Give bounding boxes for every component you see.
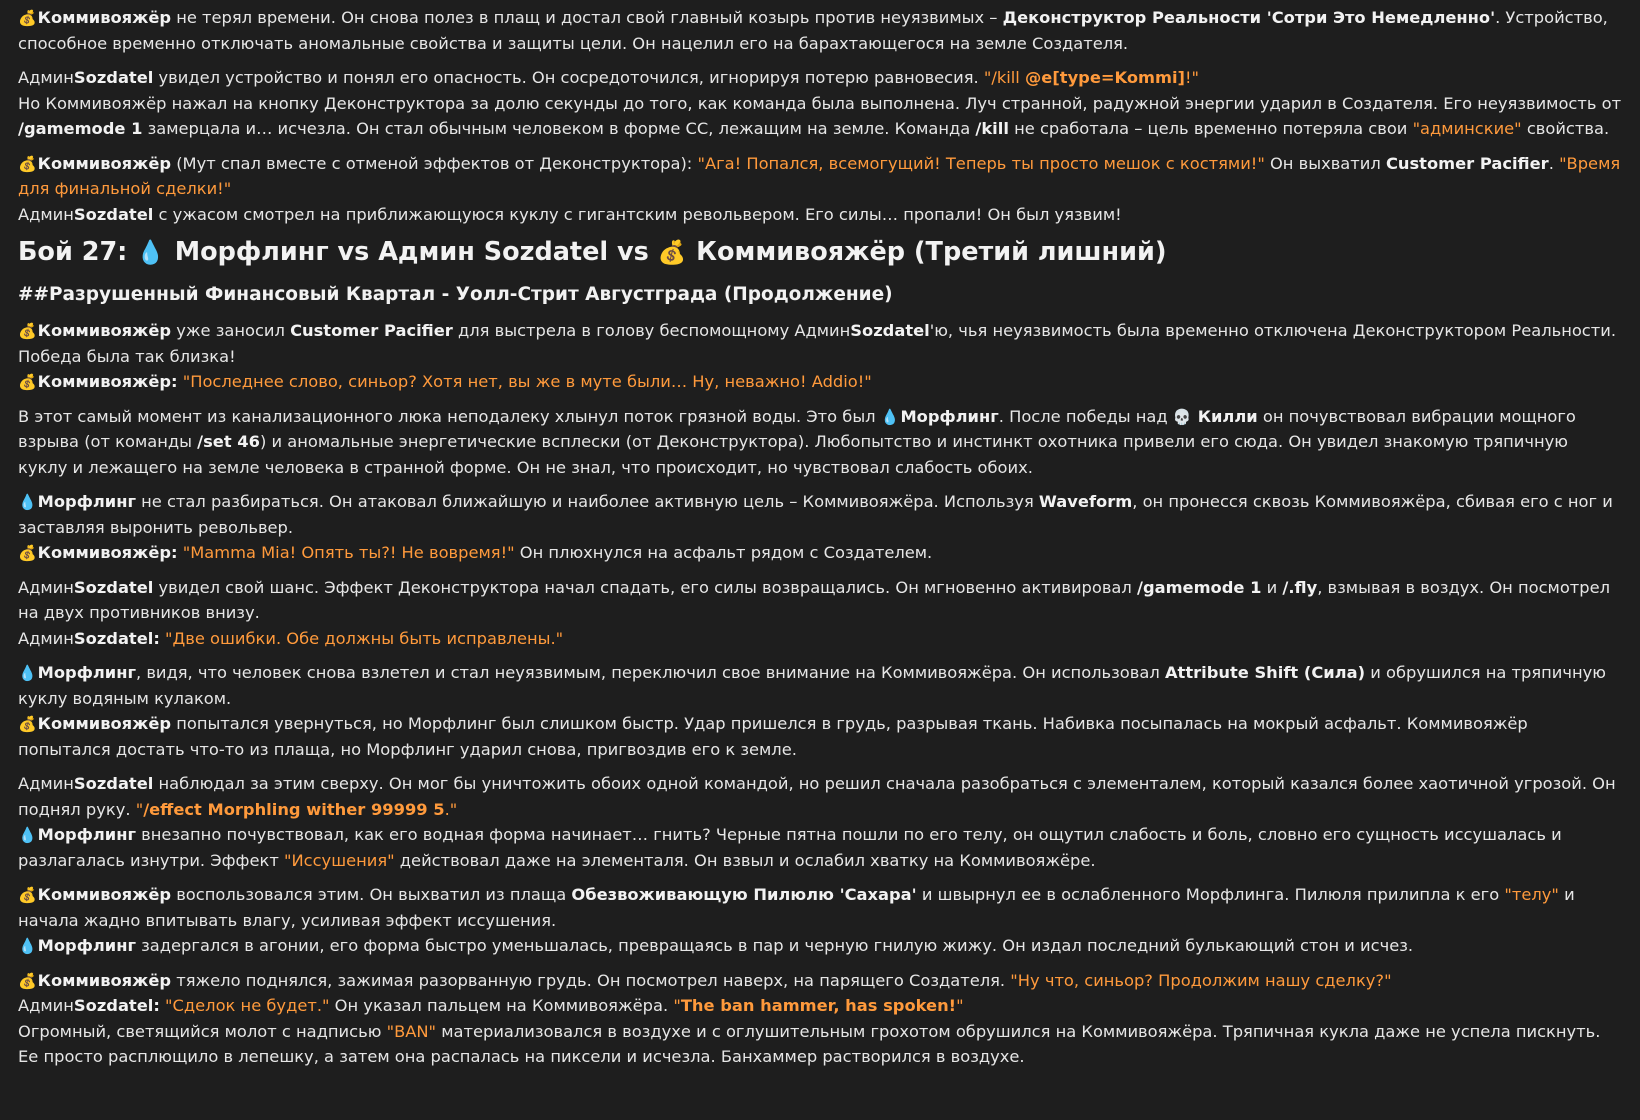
- text-run: Админ: [18, 628, 74, 648]
- text-run: Огромный, светящийся молот с надписью: [18, 1021, 387, 1041]
- money-bag-icon: 💰: [657, 240, 687, 266]
- bold-text: /gamemode 1: [18, 119, 143, 138]
- text-run: задергался в агонии, его форма быстро уменьшалась, превращаясь в пар и черную гнилую жижу. Он издал последний булькающий стон и исчез.: [135, 936, 1414, 955]
- location-subheading: [18, 281, 1622, 309]
- text-run: ##Разрушенный Финансовый Квартал - Уолл-Стрит Августграда (Продолжение): [18, 284, 893, 305]
- bold-text: Морфлинг: [37, 825, 136, 844]
- text-run: и начала жадно впитывать влагу, усиливая эффект иссушения.: [18, 885, 1575, 930]
- text-run: он почувствовал вибрации мощного взрыва (от команды: [18, 406, 1576, 451]
- paragraph: [18, 882, 1622, 933]
- money-bag-icon: 💰: [18, 9, 37, 27]
- bold-text: Коммивояжёр: [37, 885, 172, 904]
- money-bag-icon: 💰: [18, 544, 37, 562]
- bold-text: Коммивояжёр: [37, 970, 172, 990]
- quote-bold-text: The ban hammer, has spoken!: [680, 996, 957, 1015]
- money-bag-icon: 💰: [18, 322, 37, 340]
- paragraph: [18, 404, 1622, 481]
- text-run: материализовался в воздухе и с оглушительным грохотом обрушился на Коммивояжёра. Тряпичная кукла даже не успела пискнуть. Ее просто расплющило в лепешку, а затем она распалась на пиксели и исчезла. Банхаммер растворился в воздухе.: [18, 1021, 1601, 1066]
- quote-bold-text: /effect Morphling wither 99999 5: [143, 799, 445, 819]
- water-drop-icon: 💧: [18, 664, 37, 682]
- paragraph: [18, 65, 1622, 91]
- text-run: (Мут спал вместе с отменой эффектов от Деконструктора):: [171, 153, 698, 173]
- bold-text: Sozdatel: [73, 774, 154, 793]
- text-run: не терял времени. Он снова полез в плащ и достал свой главный козырь против неуязвимых –: [171, 8, 1003, 27]
- paragraph: [18, 771, 1622, 822]
- paragraph: [18, 202, 1622, 228]
- water-drop-icon: 💧: [136, 240, 165, 266]
- text-run: и обрушился на тряпичную куклу водяным кулаком.: [18, 663, 1606, 708]
- text-run: Админ: [18, 577, 74, 597]
- text-run: Но Коммивояжёр нажал на кнопку Деконструктора за долю секунды до того, как команда была выполнена. Луч странной, радужной энергии ударил в Создателя. Его неуязвимость от: [18, 93, 1622, 113]
- text-run: увидел устройство и понял его опасность. Он сосредоточился, игнорируя потерю равновесия.: [153, 68, 984, 87]
- money-bag-icon: 💰: [18, 154, 37, 173]
- paragraph: [18, 318, 1622, 369]
- bold-text: Sozdatel: [73, 577, 154, 597]
- text-run: В этот самый момент из канализационного люка неподалеку хлынул поток грязной воды. Это был: [18, 406, 881, 426]
- paragraph: [18, 711, 1622, 762]
- quote-text: "Ага! Попался, всемогущий! Теперь ты просто мешок с костями!": [697, 153, 1265, 173]
- text-run: и швырнул ее в ослабленного Морфлинга. Пилюля прилипла к его: [916, 885, 1505, 904]
- text-run: Он плюхнулся на асфальт рядом с Создателем.: [514, 543, 933, 562]
- bold-text: /gamemode 1: [1137, 577, 1262, 597]
- text-run: . Устройство, способное временно отключать аномальные свойства и защиты цели. Он нацелил его на барахтающегося на земле Создателя.: [18, 8, 1608, 53]
- section-heading: [18, 235, 1622, 269]
- water-drop-icon: 💧: [880, 407, 900, 426]
- quote-text: !": [1184, 68, 1199, 87]
- text-run: Морфлинг vs Админ Sozdatel vs: [165, 237, 658, 267]
- text-run: замерцала и… исчезла. Он стал обычным человеком в форме СС, лежащим на земле. Команда: [142, 119, 976, 138]
- water-drop-icon: 💧: [18, 937, 37, 955]
- quote-text: "Последнее слово, синьор? Хотя нет, вы же в муте были… Ну, неважно! Addio!": [182, 372, 872, 391]
- quote-text: "Иссушения": [283, 850, 395, 870]
- quote-bold-text: @e[type=Kommi]: [1025, 68, 1185, 87]
- bold-text: Деконструктор Реальности 'Сотри Это Немедленно': [1002, 8, 1496, 27]
- paragraph: [18, 575, 1622, 626]
- quote-text: "BAN": [386, 1021, 437, 1041]
- paragraph: [18, 91, 1622, 142]
- paragraph: [18, 968, 1622, 994]
- bold-text: Килли: [1197, 406, 1258, 426]
- bold-text: /set 46: [197, 432, 260, 451]
- text-run: Админ: [18, 774, 74, 793]
- quote-text: "Время для финальной сделки!": [18, 153, 1621, 198]
- paragraph: [18, 993, 1622, 1019]
- bold-text: Коммивояжёр:: [37, 543, 178, 562]
- text-run: , взмывая в воздух. Он посмотрел на двух противников внизу.: [18, 577, 1611, 622]
- quote-text: "Mamma Mia! Опять ты?! Не вовремя!": [182, 543, 515, 562]
- bold-text: Sozdatel: [850, 321, 930, 340]
- text-run: с ужасом смотрел на приближающуюся куклу с гигантским револьвером. Его силы… пропали! Он был уязвим!: [153, 204, 1122, 224]
- paragraph: [18, 1019, 1622, 1070]
- bold-text: Sozdatel: [73, 204, 154, 224]
- text-run: не стал разбираться. Он атаковал ближайшую и наиболее активную цель – Коммивояжёра. Используя: [135, 492, 1039, 511]
- bold-text: Морфлинг: [900, 406, 999, 426]
- text-run: Коммивояжёр (Третий лишний): [687, 237, 1167, 267]
- bold-text: Customer Pacifier: [1385, 153, 1549, 173]
- text-run: , он пронесся сквозь Коммивояжёра, сбивая его с ног и заставляя выронить револьвер.: [18, 492, 1613, 537]
- text-run: воспользовался этим. Он выхватил из плаща: [171, 885, 572, 904]
- bold-text: Customer Pacifier: [290, 321, 453, 340]
- text-run: Админ: [18, 68, 74, 87]
- bold-text: /.fly: [1282, 577, 1318, 597]
- skull-icon: 💀: [1172, 407, 1192, 426]
- bold-text: Коммивояжёр: [37, 153, 172, 173]
- paragraph: [18, 5, 1622, 56]
- text-run: . После победы над: [998, 406, 1173, 426]
- quote-text: ": [673, 996, 681, 1015]
- quote-text: ": [135, 799, 144, 819]
- paragraph: [18, 822, 1622, 873]
- water-drop-icon: 💧: [18, 826, 37, 844]
- quote-text: "телу": [1504, 885, 1559, 904]
- text-run: увидел свой шанс. Эффект Деконструктора начал спадать, его силы возвращались. Он мгновенно активировал: [153, 577, 1137, 597]
- quote-text: .": [444, 799, 458, 819]
- text-run: .: [1548, 153, 1560, 173]
- quote-text: "Две ошибки. Обе должны быть исправлены.": [165, 628, 564, 648]
- text-run: не сработала – цель временно потеряла свои: [1008, 119, 1413, 138]
- text-run: Админ: [18, 996, 74, 1015]
- paragraph: [18, 933, 1622, 959]
- money-bag-icon: 💰: [18, 715, 37, 733]
- bold-text: Коммивояжёр: [37, 714, 172, 733]
- document-body: [18, 5, 1622, 1070]
- bold-text: Sozdatel:: [73, 996, 160, 1015]
- text-run: свойства.: [1521, 119, 1610, 138]
- text-run: ) и аномальные энергетические всплески (от Деконструктора). Любопытство и инстинкт охотника привели его сюда. Он увидел знакомую тряпичную куклу и лежащего на земле человека в странной форме. Он не знал, что происходит, но чувствовал слабость обоих.: [18, 432, 1568, 477]
- quote-text: "Ну что, синьор? Продолжим нашу сделку?": [1010, 970, 1392, 990]
- quote-text: "/kill: [983, 68, 1026, 87]
- text-run: , видя, что человек снова взлетел и стал неуязвимым, переключил свое внимание на Коммивояжёра. Он использовал: [135, 663, 1165, 682]
- paragraph: [18, 626, 1622, 652]
- text-run: внезапно почувствовал, как его водная форма начинает… гнить? Черные пятна пошли по его телу, он ощутил слабость и боль, словно его сущность иссушалась и разлагалась изнутри. Эффект: [18, 825, 1562, 870]
- paragraph: [18, 489, 1622, 540]
- text-run: уже заносил: [171, 321, 291, 340]
- bold-text: Коммивояжёр: [37, 321, 172, 340]
- text-run: для выстрела в голову беспомощному Админ: [452, 321, 851, 340]
- bold-text: Sozdatel:: [73, 628, 160, 648]
- text-run: и: [1261, 577, 1283, 597]
- text-run: тяжело поднялся, зажимая разорванную грудь. Он посмотрел наверх, на парящего Создателя.: [171, 970, 1011, 990]
- bold-text: Морфлинг: [37, 936, 136, 955]
- water-drop-icon: 💧: [18, 493, 37, 511]
- text-run: Админ: [18, 204, 74, 224]
- text-run: 'ю, чья неуязвимость была временно отключена Деконструктором Реальности. Победа была так близка!: [18, 321, 1617, 366]
- bold-text: Морфлинг: [37, 663, 136, 682]
- money-bag-icon: 💰: [18, 886, 37, 904]
- bold-text: Коммивояжёр: [37, 8, 172, 27]
- bold-text: Attribute Shift (Сила): [1164, 663, 1366, 682]
- bold-text: Waveform: [1038, 492, 1133, 511]
- money-bag-icon: 💰: [18, 373, 37, 391]
- text-run: Бой 27:: [18, 237, 137, 267]
- bold-text: Морфлинг: [37, 492, 136, 511]
- bold-text: /kill: [975, 119, 1009, 138]
- text-run: действовал даже на элементаля. Он взвыл и ослабил хватку на Коммивояжёре.: [394, 850, 1096, 870]
- text-run: попытался увернуться, но Морфлинг был слишком быстр. Удар пришелся в грудь, разрывая ткань. Набивка посыпалась на мокрый асфальт. Коммивояжёр попытался достать что-то из плаща, но Морфлинг ударил снова, пригвоздив его к земле.: [18, 714, 1528, 759]
- bold-text: Обезвоживающую Пилюлю 'Сахара': [571, 885, 917, 904]
- paragraph: [18, 369, 1622, 395]
- bold-text: Sozdatel: [73, 68, 154, 87]
- quote-text: "Сделок не будет.": [165, 996, 330, 1015]
- quote-text: "админские": [1412, 119, 1522, 138]
- paragraph: [18, 660, 1622, 711]
- bold-text: Коммивояжёр:: [37, 372, 178, 391]
- text-run: Он выхватил: [1264, 153, 1386, 173]
- money-bag-icon: 💰: [18, 971, 37, 990]
- paragraph: [18, 151, 1622, 202]
- paragraph: [18, 540, 1622, 566]
- text-run: Он указал пальцем на Коммивояжёра.: [329, 996, 674, 1015]
- text-run: наблюдал за этим сверху. Он мог бы уничтожить обоих одной командой, но решил сначала разобраться с элементалем, который казался более хаотичной угрозой. Он поднял руку.: [18, 774, 1616, 819]
- quote-text: ": [956, 996, 964, 1015]
